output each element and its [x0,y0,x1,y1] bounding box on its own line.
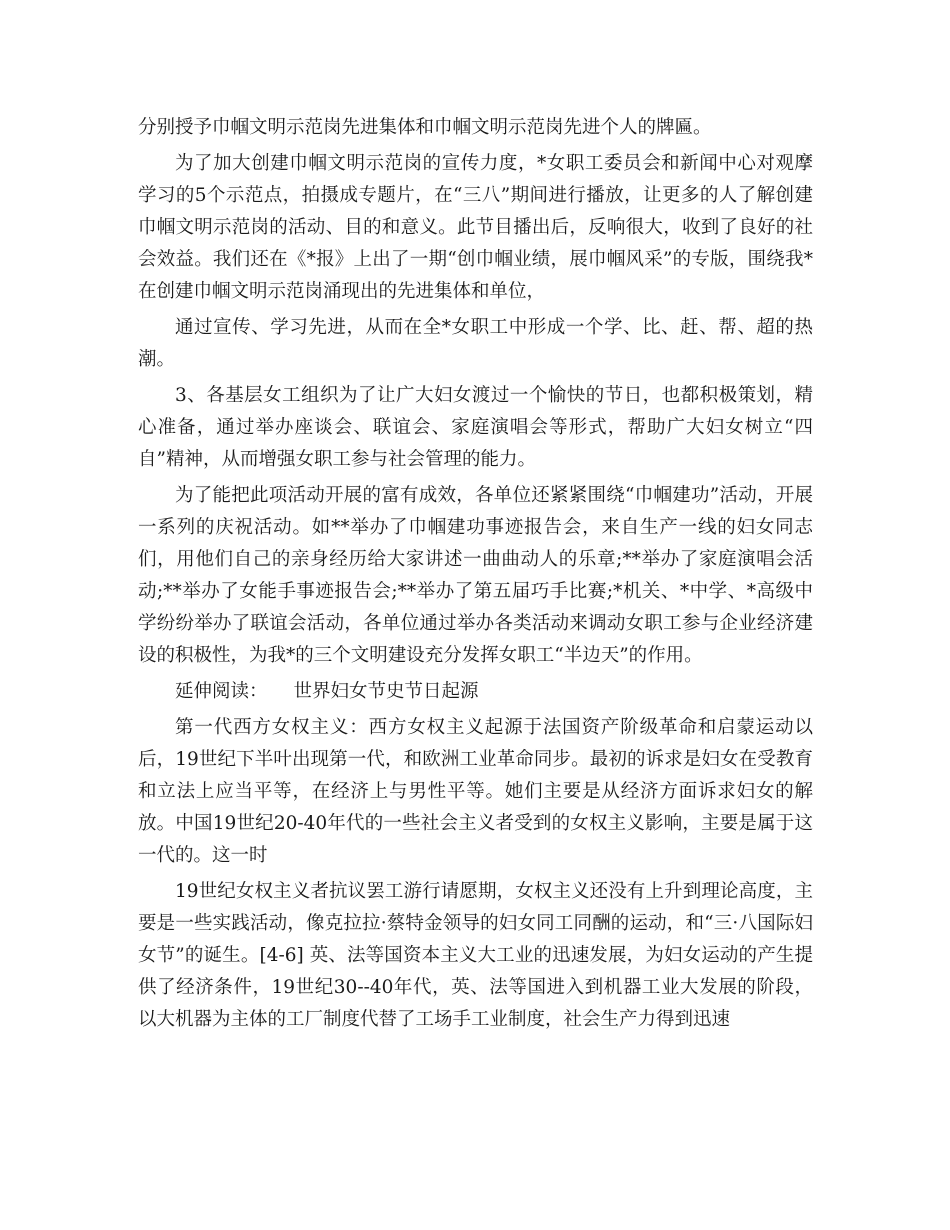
extended-reading-title: 世界妇女节史节日起源 [293,681,479,702]
paragraph: 3、各基层女工组织为了让广大妇女渡过一个愉快的节日，也都积极策划，精心准备，通过举办座谈会、联谊会、家庭演唱会等形式，帮助广大妇女树立“四自”精神，从而增强女职工参与社会管理的能力。 [138,385,813,470]
paragraph: 分别授予巾帼文明示范岗先进集体和巾帼文明示范岗先进个人的牌匾。 [138,117,712,138]
extended-reading-line [138,676,813,708]
extended-reading-label: 延伸阅读： [175,681,268,702]
paragraph: 通过宣传、学习先进，从而在全*女职工中形成一个学、比、赶、帮、超的热潮。 [138,317,813,370]
paragraph: 第一代西方女权主义：西方女权主义起源于法国资产阶级革命和启蒙运动以后，19世纪下半叶出现第一代，和欧洲工业革命同步。最初的诉求是妇女在受教育和立法上应当平等，在经济上与男性平等。她们主要是从经济方面诉求妇女的解放。中国19世纪20-40年代的一些社会主义者受到的女权主义影响，主要是属于这一代的。这一时 [138,717,813,866]
paragraph: 为了能把此项活动开展的富有成效，各单位还紧紧围绕“巾帼建功”活动，开展一系列的庆祝活动。如**举办了巾帼建功事迹报告会，来自生产一线的妇女同志们，用他们自己的亲身经历给大家讲述一曲曲动人的乐章;**举办了家庭演唱会活动;**举办了女能手事迹报告会;**举办了第五届巧手比赛;*机关、*中学、*高级中学纷纷举办了联谊会活动，各单位通过举办各类活动来调动女职工参与企业经济建设的积极性，为我*的三个文明建设充分发挥女职工“半边天”的作用。 [138,485,813,666]
paragraph: 为了加大创建巾帼文明示范岗的宣传力度，*女职工委员会和新闻中心对观摩学习的5个示范点，拍摄成专题片，在“三八”期间进行播放，让更多的人了解创建巾帼文明示范岗的活动、目的和意义。此节目播出后，反响很大，收到了良好的社会效益。我们还在《*报》上出了一期“创巾帼业绩，展巾帼风采”的专版，围绕我*在创建巾帼文明示范岗涌现出的先进集体和单位， [138,153,813,302]
paragraph: 19世纪女权主义者抗议罢工游行请愿期，女权主义还没有上升到理论高度，主要是一些实践活动，像克拉拉·蔡特金领导的妇女同工同酬的运动，和“三·八国际妇女节”的诞生。[4-6] 英、法等国资本主义大工业的迅速发展，为妇女运动的产生提供了经济条件，19世纪30--40年代，英、法等国进入到机器工业大发展的阶段，以大机器为主体的工厂制度代替了工场手工业制度，社会生产力得到迅速 [138,881,813,1030]
document-body [138,112,813,1040]
